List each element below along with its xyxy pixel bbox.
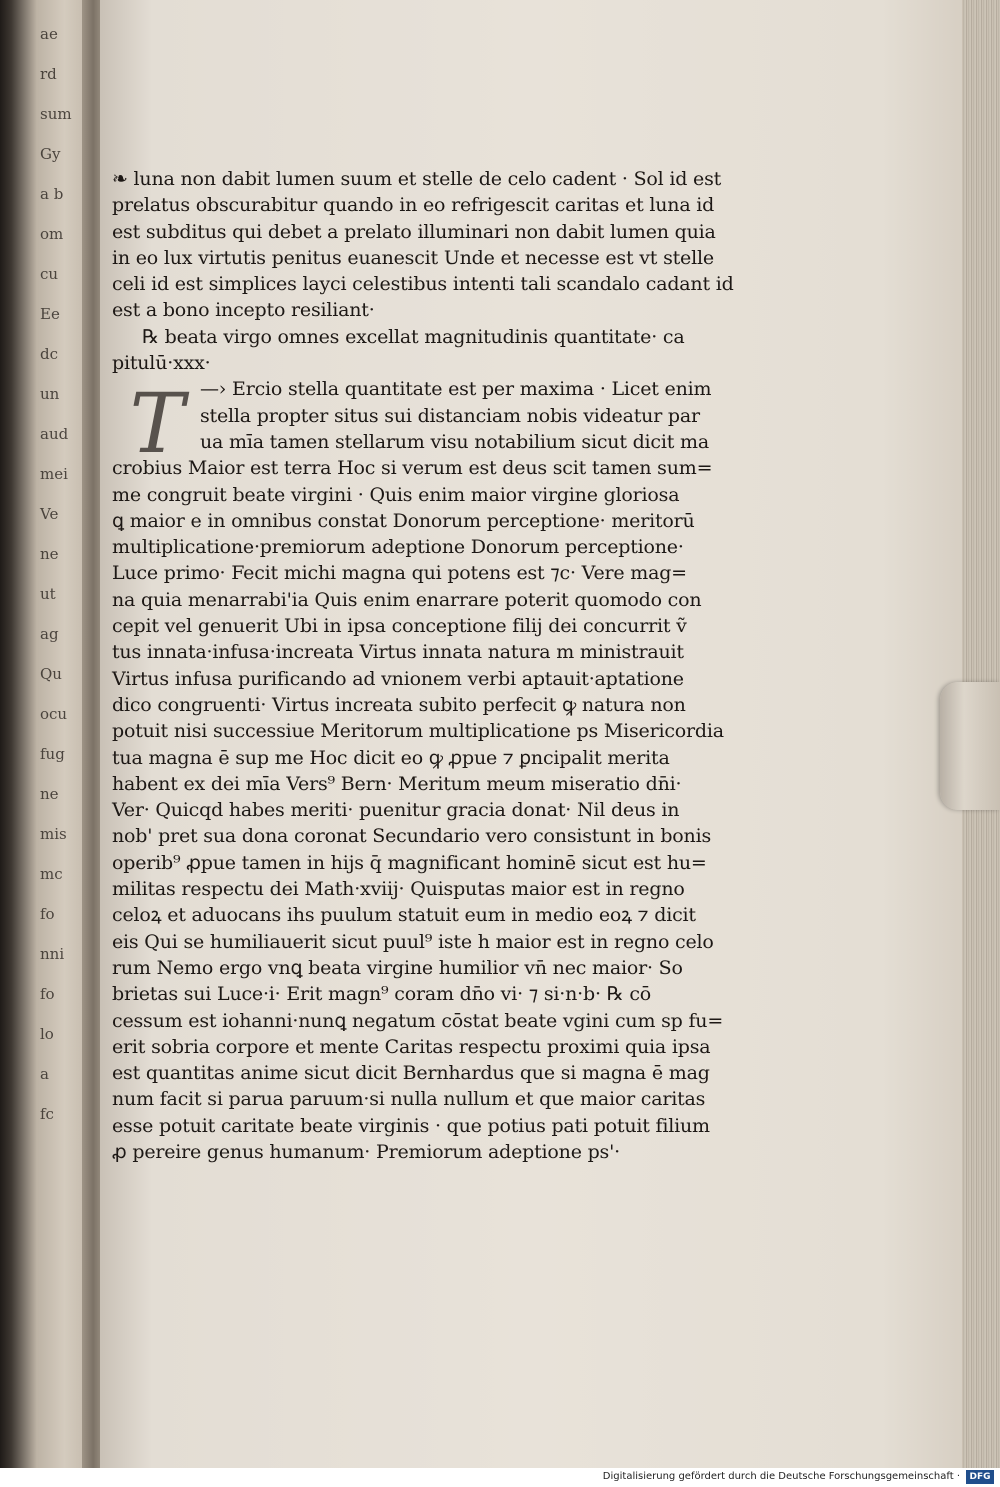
text-line: erit sobria corpore et mente Caritas respectu proximi quia ipsa [112,1035,711,1058]
text-line: crobius Maior est terra Hoc si verum est deus scit tamen sum= [112,457,713,480]
facing-page-fragment: ocu [40,705,68,723]
facing-page-left [0,0,92,1468]
facing-page-fragment: a [40,1065,49,1083]
facing-page-fragment: cu [40,265,59,283]
facing-page-fragment: mis [40,825,67,843]
text-line: nob' pret sua dona coronat Secundario vero consistunt in bonis [112,825,712,848]
text-line: rum Nemo ergo vnꝗ beata virgine humilior vn̄ nec maior· So [112,956,683,979]
text-line: tus innata·infusa·increata Virtus innata natura m ministrauit [112,641,684,664]
text-line: celi id est simplices layci celestibus intenti tali scandalo cadant id [112,273,734,296]
facing-page-fragment: om [40,225,64,243]
facing-page-fragment: Qu [40,665,62,683]
facing-page-fragment: ut [40,585,56,603]
facing-page-fragment: nni [40,945,65,963]
text-line: num facit si parua paruum·si nulla nullum et que maior caritas [112,1088,706,1111]
text-line: prelatus obscurabitur quando in eo refrigescit caritas et luna id [112,194,715,217]
facing-page-fragment: fc [40,1105,54,1123]
text-line: eis Qui se humiliauerit sicut puul⁹ iste h maior est in regno celo [112,930,714,953]
footer-bar [0,1468,1000,1487]
drop-cap-initial: T [129,377,185,472]
text-line: na quia menarrabi'ia Quis enim enarrare poterit quomodo con [112,588,702,611]
funding-credit: Digitalisierung gefördert durch die Deutsche Forschungsgemeinschaft · [602,1471,960,1482]
text-line: Luce primo· Fecit michi magna qui potens est ⁊c· Vere mag= [112,562,687,585]
text-line: ꝗ maior e in omnibus constat Donorum perceptione· meritorū [112,509,695,532]
text-line: est a bono incepto resiliant· [112,299,375,322]
text-line: Ver· Quicqd habes meriti· puenitur gracia donat· Nil deus in [112,799,680,822]
text-line: cessum est iohanni·nunꝗ negatum cōstat beate vgini cum sp fu= [112,1009,724,1032]
facing-page-fragment: Gy [40,145,61,163]
text-line: brietas sui Luce·i· Erit magn⁹ coram dn̄o vi· ⁊ si·n·b· ℞ cō [112,983,651,1006]
text-line: multiplicatione·premiorum adeptione Donorum perceptione· [112,536,684,559]
text-line: militas respectu dei Math·xviij· Quisputas maior est in regno [112,878,685,901]
text-line: —› Ercio stella quantitate est per maxima · Licet enim [200,378,712,401]
facing-page-fragment: lo [40,1025,54,1043]
text-line: cepit vel genuerit Ubi in ipsa conceptione filij dei concurrit ṽ [112,615,687,638]
facing-page-fragment: Ee [40,305,60,323]
text-line: stella propter situs sui distanciam nobis videatur par [200,404,700,427]
facing-page-fragment: un [40,385,60,403]
facing-page-fragment: aud [40,425,69,443]
text-line: dico congruenti· Virtus increata subito perfecit ꝙ natura non [112,693,686,716]
page-clip-tab [940,682,1000,810]
page-text [112,166,742,1165]
text-line: tua magna ē sup me Hoc dicit eo ꝙ ꝓpue ⁊ ꝑncipalit merita [112,746,670,769]
chapter-heading: ℞ beata virgo omnes excellat magnitudinis quantitate· ca [142,325,685,348]
text-line: me congruit beate virgini · Quis enim maior virgine gloriosa [112,483,680,506]
facing-page-fragment: mei [40,465,68,483]
text-line: esse potuit caritate beate virginis · que potius pati potuit filium [112,1114,710,1137]
facing-page-fragment: mc [40,865,63,883]
text-line: celoꝝ et aduocans ihs puulum statuit eum in medio eoꝝ ⁊ dicit [112,904,696,927]
facing-page-fragment: ae [40,25,58,43]
text-line: habent ex dei mīa Vers⁹ Bern· Meritum meum miseratio dn̄i· [112,772,682,795]
text-line: in eo lux virtutis penitus euanescit Unde et necesse est vt stelle [112,246,714,269]
dfg-logo: DFG [966,1470,994,1484]
facing-page-fragment: ne [40,545,59,563]
text-line: ❧ luna non dabit lumen suum et stelle de celo cadent · Sol id est [112,168,722,190]
text-line: potuit nisi successiue Meritorum multiplicatione ps Misericordia [112,720,724,743]
text-line: est quantitas anime sicut dicit Bernhardus que si magna ē mag [112,1062,710,1085]
facing-page-fragment: Ve [40,505,59,523]
text-line: Virtus infusa purificando ad vnionem verbi aptauit·aptatione [112,667,684,690]
facing-page-fragment: ag [40,625,59,643]
chapter-heading: pitulū·xxx· [112,352,211,375]
text-line: ꝓ pereire genus humanum· Premiorum adeptione ps'· [112,1140,620,1163]
facing-page-fragment: a b [40,185,64,203]
text-line: est subditus qui debet a prelato illuminari non dabit lumen quia [112,220,716,243]
text-line: ua mīa tamen stellarum visu notabilium sicut dicit ma [200,430,709,453]
facing-page-fragment: sum [40,105,72,123]
text-line: operib⁹ ꝓpue tamen in hijs q̄ magnificant hominē sicut est hu= [112,851,707,874]
facing-page-fragment: fug [40,745,65,763]
facing-page-fragment: ne [40,785,59,803]
facing-page-fragment: fo [40,985,55,1003]
facing-page-fragment: rd [40,65,57,83]
facing-page-fragment: fo [40,905,55,923]
facing-page-fragment: dc [40,345,59,363]
